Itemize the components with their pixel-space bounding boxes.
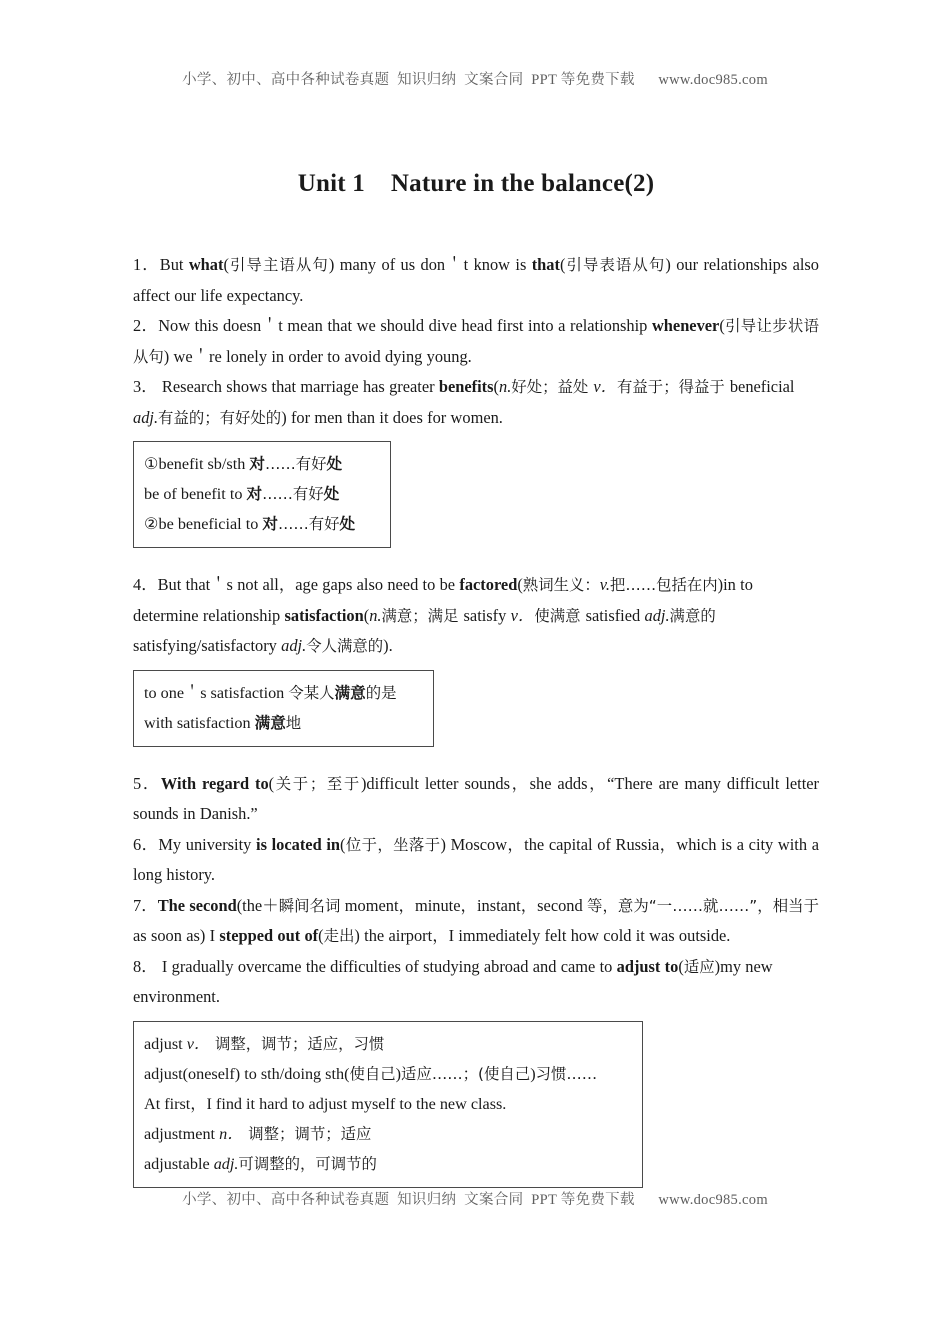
title-name: Nature in the balance(2) bbox=[390, 170, 655, 197]
item-number: 4． bbox=[133, 575, 158, 594]
item-group-1 bbox=[133, 250, 819, 433]
keyword: benefits bbox=[438, 377, 494, 396]
item-number: 6． bbox=[133, 834, 159, 854]
text: to one＇s satisfaction bbox=[144, 683, 289, 702]
gloss-cn: 可调整的，可调节的 bbox=[238, 1154, 377, 1173]
text: ). bbox=[383, 636, 393, 655]
pos-abbrev: adj. bbox=[644, 605, 670, 625]
gloss-cn: 调整；调节；适应 bbox=[243, 1124, 372, 1143]
grammar-box-benefit bbox=[133, 441, 391, 548]
gloss-cn: 令人满意的 bbox=[306, 637, 384, 655]
gloss-cn: 的是 bbox=[365, 683, 397, 702]
text: satisfy bbox=[463, 605, 511, 625]
text: ) we＇re lonely in order to avoid dying young. bbox=[163, 346, 472, 366]
gloss-cn: 使自己 bbox=[484, 1064, 531, 1083]
text: ) bbox=[530, 1064, 536, 1083]
pos-abbrev: n. bbox=[499, 377, 512, 396]
gloss-cn: 有好 bbox=[308, 515, 340, 533]
grammar-box-adjust bbox=[133, 1021, 643, 1188]
text: Now this doesn＇t mean that we should dive head first into a relationship bbox=[158, 316, 652, 335]
text: ①benefit sb/sth bbox=[144, 455, 250, 473]
pos-abbrev: v. bbox=[599, 575, 610, 594]
text: )my new environment. bbox=[133, 956, 773, 1006]
gloss-cn: 令某人 bbox=[288, 683, 335, 702]
box-line bbox=[144, 1059, 632, 1089]
gloss-cn: 有好 bbox=[292, 485, 324, 503]
text: ( bbox=[340, 834, 346, 854]
text: ) bbox=[395, 1064, 402, 1083]
text: ( bbox=[678, 956, 684, 976]
gloss-cn: …… bbox=[277, 515, 309, 533]
gloss-cn: …… bbox=[262, 485, 293, 503]
text: be of benefit to bbox=[144, 485, 247, 503]
document-body bbox=[133, 250, 819, 1188]
spacer bbox=[133, 548, 819, 570]
text: I gradually overcame the difficulties of studying abroad and came to bbox=[157, 956, 617, 976]
box-line bbox=[144, 708, 423, 738]
header-watermark: 小学、初中、高中各种试卷真题 知识归纳 文案合同 PPT 等免费下载 www.doc985.com bbox=[182, 72, 768, 88]
text: with satisfaction bbox=[144, 713, 255, 732]
text: ( bbox=[223, 255, 229, 274]
gloss-cn: 习惯…… bbox=[535, 1064, 598, 1083]
text: adjustable bbox=[144, 1154, 214, 1173]
text: My university bbox=[158, 834, 257, 854]
gloss-cn: 适应 bbox=[683, 957, 715, 976]
text: ) the airport，I immediately felt how cold it was outside. bbox=[354, 926, 731, 945]
gloss-cn: 把……包括在内 bbox=[609, 576, 718, 594]
page-title bbox=[133, 170, 819, 198]
text: ) many of us don＇t know is bbox=[328, 255, 532, 274]
box-line bbox=[144, 1089, 632, 1119]
text: satisfied bbox=[585, 605, 645, 625]
text: But that＇s not all，age gaps also need to be bbox=[157, 575, 460, 594]
keyword: that bbox=[531, 255, 560, 274]
gloss-cn: 满意的 bbox=[669, 606, 716, 625]
gloss-cn-emph: 对 bbox=[262, 515, 278, 533]
keyword: With regard to bbox=[160, 773, 269, 793]
gloss-cn: 使自己 bbox=[349, 1064, 396, 1083]
text: Research shows that marriage has greater bbox=[157, 377, 439, 396]
text: ( bbox=[719, 316, 725, 335]
text: ) for men than it does for women. bbox=[281, 407, 503, 427]
text: )in to determine relationship bbox=[133, 575, 753, 625]
box-line bbox=[144, 1119, 632, 1149]
item-number: 2． bbox=[133, 316, 159, 335]
text: ( bbox=[559, 255, 566, 274]
gloss-cn: 适应……；( bbox=[401, 1064, 485, 1083]
gloss-cn: 走出 bbox=[323, 927, 355, 945]
gloss-cn: 地 bbox=[285, 713, 302, 732]
box-line bbox=[144, 1149, 632, 1179]
keyword: is located in bbox=[256, 834, 341, 854]
gloss-cn-emph: 满意 bbox=[254, 713, 286, 732]
pos-abbrev: n． bbox=[219, 1124, 244, 1143]
text: ( bbox=[363, 605, 370, 625]
keyword: whenever bbox=[651, 316, 720, 335]
text: ( bbox=[517, 575, 523, 594]
gloss-cn: 好处；益处 bbox=[511, 378, 594, 396]
numbered-sentence bbox=[133, 952, 819, 1013]
text: adjust bbox=[144, 1034, 187, 1053]
numbered-sentence bbox=[133, 570, 819, 662]
pos-abbrev: v． bbox=[186, 1034, 211, 1053]
gloss-cn: 引导主语从句 bbox=[228, 256, 329, 274]
keyword: satisfaction bbox=[284, 605, 364, 625]
text: (the＋ bbox=[236, 895, 279, 915]
item-number: 1． bbox=[133, 255, 160, 274]
gloss-cn-emph: 对 bbox=[249, 455, 265, 473]
gloss-cn-emph: 处 bbox=[326, 455, 343, 473]
box-line bbox=[144, 509, 380, 539]
gloss-cn: 等，意为“一……就……”，相当于 bbox=[587, 896, 819, 915]
item-number: 5． bbox=[133, 773, 161, 793]
item-group-3 bbox=[133, 769, 819, 1013]
keyword: adjust to bbox=[616, 956, 679, 976]
text: ( bbox=[268, 773, 275, 793]
gloss-cn: 引导让步状语从句 bbox=[133, 317, 819, 366]
pos-abbrev: v． bbox=[593, 377, 618, 396]
pos-abbrev: v． bbox=[510, 605, 535, 625]
box-line bbox=[144, 479, 380, 509]
numbered-sentence bbox=[133, 891, 819, 952]
gloss-cn: 有益的；有好处的 bbox=[158, 408, 282, 427]
gloss-cn: …… bbox=[264, 455, 296, 473]
gloss-cn: 有益于；得益于 bbox=[617, 378, 730, 396]
item-number: 8． bbox=[133, 956, 158, 976]
text: adjust(oneself) to sth/doing sth( bbox=[144, 1064, 350, 1083]
numbered-sentence bbox=[133, 311, 819, 372]
text: ( bbox=[318, 926, 324, 945]
box-line bbox=[144, 1029, 632, 1059]
text: moment，minute，instant，second bbox=[340, 895, 588, 915]
text: )difficult letter sounds，she adds，“There are many difficult letter sounds in Danish.” bbox=[133, 773, 819, 823]
keyword: The second bbox=[157, 895, 237, 915]
text: ) our relationships also affect our life expectancy. bbox=[133, 255, 819, 305]
gloss-cn: 使满意 bbox=[534, 606, 586, 625]
pos-abbrev: adj. bbox=[213, 1154, 239, 1173]
keyword: factored bbox=[459, 575, 518, 594]
numbered-sentence bbox=[133, 830, 819, 891]
keyword: what bbox=[188, 255, 224, 274]
text: ②be beneficial to bbox=[144, 515, 263, 533]
gloss-cn: 调整，调节；适应，习惯 bbox=[210, 1034, 385, 1053]
text: satisfying/satisfactory bbox=[133, 636, 282, 655]
gloss-cn: 瞬间名词 bbox=[278, 896, 341, 915]
numbered-sentence bbox=[133, 769, 819, 830]
gloss-cn: 有好 bbox=[295, 455, 327, 473]
gloss-cn: 引导表语从句 bbox=[565, 256, 666, 274]
box-line bbox=[144, 678, 423, 708]
text: ( bbox=[493, 377, 499, 396]
pos-abbrev: adj. bbox=[281, 636, 307, 655]
gloss-cn-emph: 满意 bbox=[334, 683, 366, 702]
gloss-cn-emph: 处 bbox=[323, 485, 340, 503]
gloss-cn: 位于，坐落于 bbox=[345, 835, 441, 854]
gloss-cn-emph: 处 bbox=[339, 515, 356, 533]
text: as soon as) I bbox=[133, 926, 220, 945]
gloss-cn: 关于；至于 bbox=[274, 774, 361, 793]
item-group-2 bbox=[133, 570, 819, 662]
text: At first，I find it hard to adjust myself to the new class. bbox=[144, 1094, 507, 1113]
footer-watermark: 小学、初中、高中各种试卷真题 知识归纳 文案合同 PPT 等免费下载 www.doc985.com bbox=[182, 1192, 768, 1208]
gloss-cn: 满意；满足 bbox=[381, 606, 464, 625]
item-number: 3． bbox=[133, 377, 158, 396]
spacer bbox=[133, 747, 819, 769]
pos-abbrev: n. bbox=[369, 605, 382, 625]
numbered-sentence bbox=[133, 250, 819, 311]
gloss-cn: 熟词生义： bbox=[522, 576, 600, 594]
keyword: stepped out of bbox=[219, 926, 319, 945]
item-number: 7． bbox=[133, 895, 158, 915]
box-line bbox=[144, 449, 380, 479]
gloss-cn-emph: 对 bbox=[246, 485, 263, 503]
grammar-box-satisfaction bbox=[133, 670, 434, 747]
title-unit: Unit 1 bbox=[297, 170, 365, 197]
text: adjustment bbox=[144, 1124, 220, 1143]
text: But bbox=[159, 255, 189, 274]
text: ) Moscow，the capital of Russia，which is a city with a long history. bbox=[133, 834, 819, 884]
text: beneficial bbox=[729, 377, 795, 396]
pos-abbrev: adj. bbox=[133, 407, 159, 427]
numbered-sentence bbox=[133, 372, 819, 433]
